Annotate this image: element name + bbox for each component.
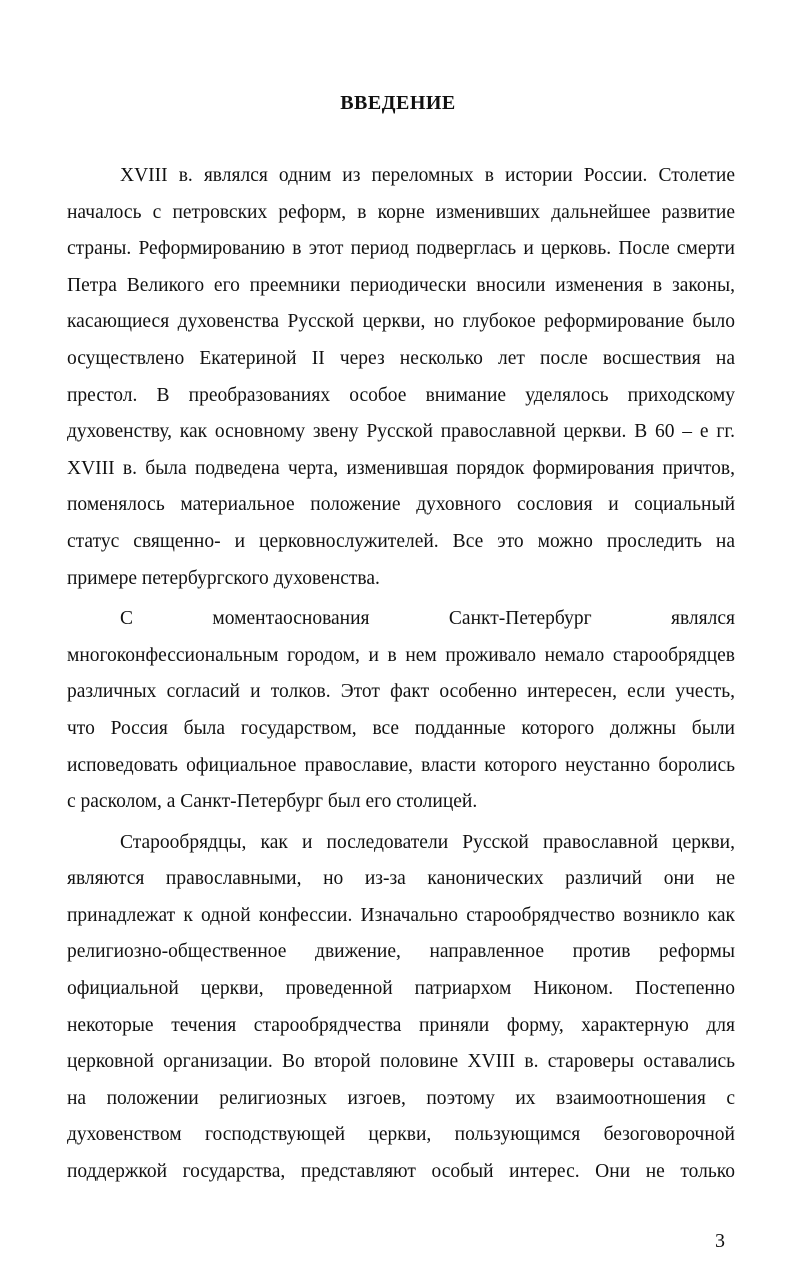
text-line: исповедовать официальное православие, власти которого неустанно боролись: [67, 754, 735, 776]
text-line: началось с петровских реформ, в корне изменивших дальнейшее развитие: [67, 201, 735, 223]
text-line: духовенству, как основному звену Русской православной церкви. В 60 – е гг.: [67, 421, 735, 443]
text-line: некоторые течения старообрядчества приняли форму, характерную для: [67, 1014, 735, 1036]
text-line: религиозно-общественное движение, направленное против реформы: [67, 941, 735, 963]
text-line: примере петербургского духовенства.: [67, 567, 380, 589]
text-line: официальной церкви, проведенной патриархом Никоном. Постепенно: [67, 978, 735, 1000]
text-line: являются православными, но из-за канонических различий они не: [67, 868, 735, 890]
page-heading: ВВЕДЕНИЕ: [340, 92, 456, 114]
paragraph-2: [67, 601, 735, 821]
text-line: престол. В преобразованиях особое внимание уделялось приходскому: [67, 384, 735, 406]
text-line: Старообрядцы, как и последователи Русской православной церкви,: [120, 831, 735, 853]
text-line: осуществлено Екатериной II через несколько лет после восшествия на: [67, 347, 735, 369]
text-line: поддержкой государства, представляют особый интерес. Они не только: [67, 1161, 735, 1183]
text-line: духовенством господствующей церкви, пользующимся безоговорочной: [67, 1124, 735, 1146]
text-line: С моментаоснования Санкт-Петербург являлся: [120, 608, 735, 630]
text-line: различных согласий и толков. Этот факт особенно интересен, если учесть,: [67, 681, 735, 703]
text-line: принадлежат к одной конфессии. Изначально старообрядчество возникло как: [67, 904, 735, 926]
text-line: Петра Великого его преемники периодически вносили изменения в законы,: [67, 274, 735, 296]
text-line: многоконфессиональным городом, и в нем проживало немало старообрядцев: [67, 644, 735, 666]
text-line: статус священно- и церковнослужителей. Все это можно проследить на: [67, 530, 735, 552]
text-line: поменялось материальное положение духовного сословия и социальный: [67, 494, 735, 516]
text-line: XVIII в. являлся одним из переломных в истории России. Столетие: [120, 165, 735, 186]
text-line: церковной организации. Во второй половине XVIII в. староверы оставались: [67, 1051, 735, 1073]
text-line: на положении религиозных изгоев, поэтому их взаимоотношения с: [67, 1087, 735, 1109]
text-line: касающиеся духовенства Русской церкви, но глубокое реформирование было: [67, 311, 735, 333]
text-line: страны. Реформированию в этот период подверглась и церковь. После смерти: [67, 238, 735, 260]
body-text: [67, 158, 735, 1191]
page-number: 3: [715, 1230, 725, 1252]
text-line: что Россия была государством, все подданные которого должны были: [67, 717, 735, 739]
text-line: с расколом, а Санкт-Петербург был его столицей.: [67, 791, 478, 813]
paragraph-3: [67, 825, 735, 1191]
text-line: XVIII в. была подведена черта, изменившая порядок формирования причтов,: [67, 457, 735, 479]
paragraph-1: [67, 158, 735, 597]
